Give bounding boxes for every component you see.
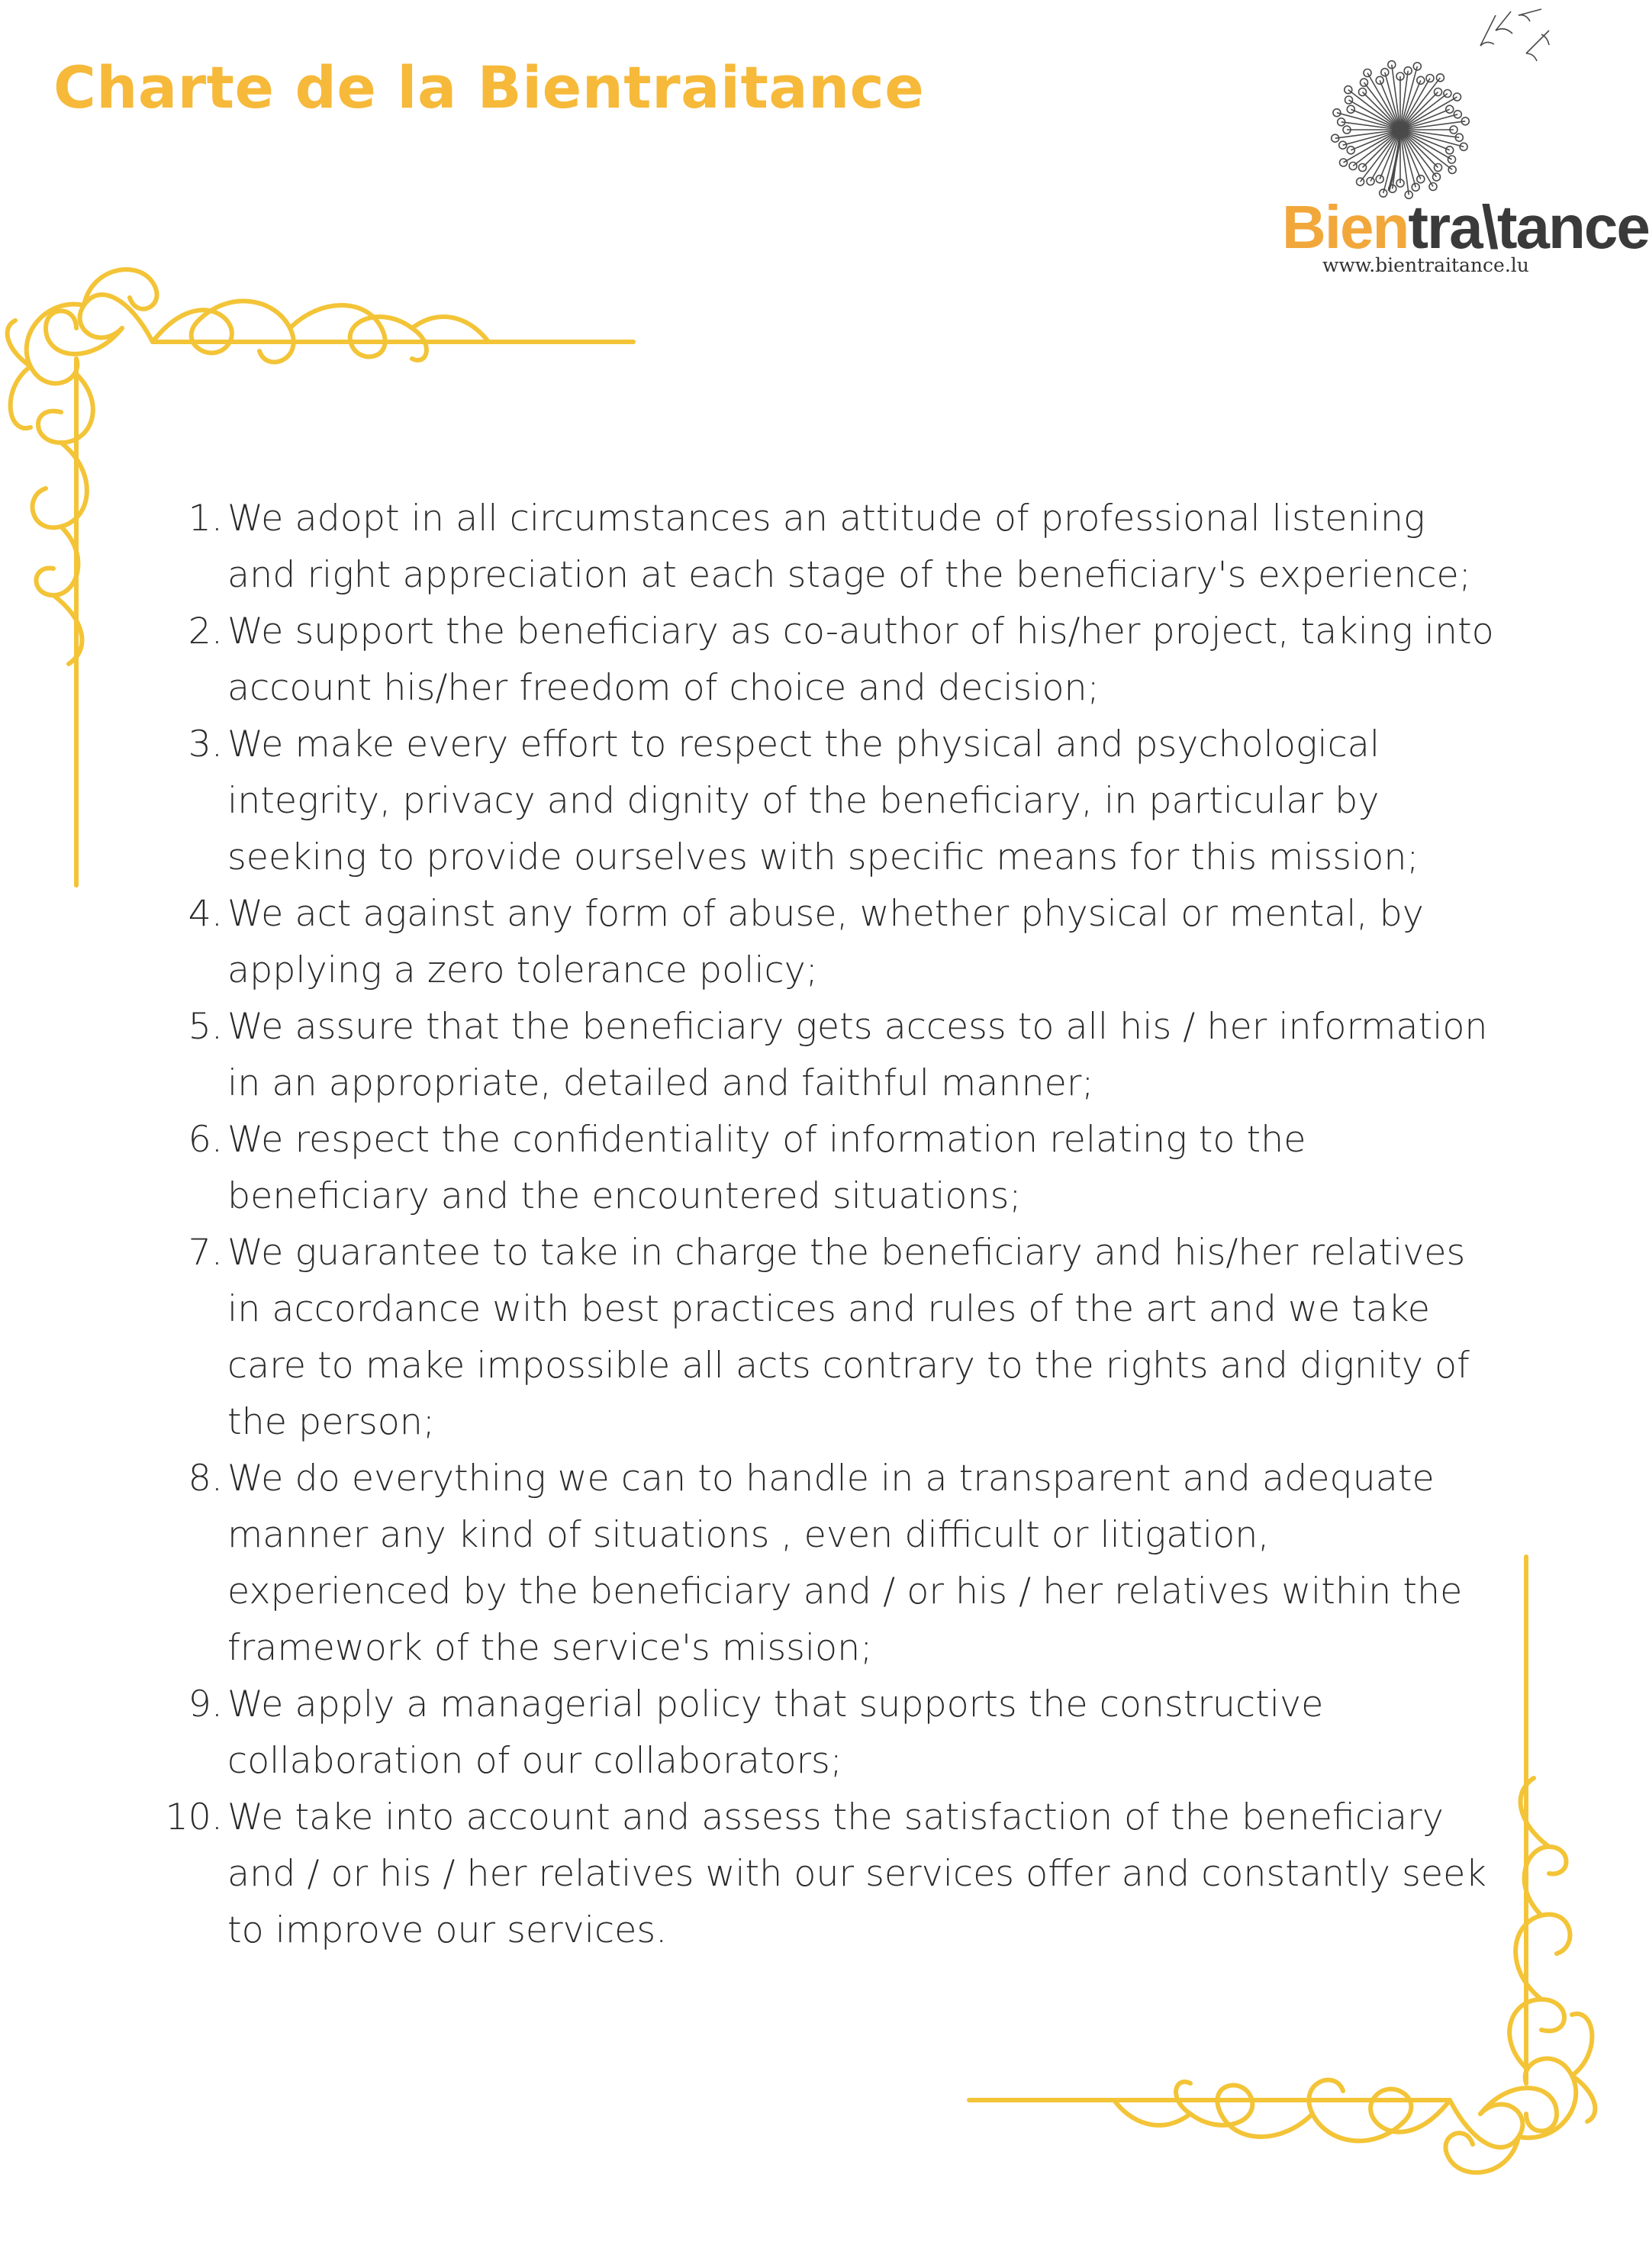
logo-word-part1: Bien: [1282, 193, 1409, 261]
item-number: 2.: [188, 610, 223, 652]
list-item: [160, 1790, 1503, 1959]
logo-url: www.bientraitance.lu: [1322, 254, 1529, 276]
item-number: 8.: [188, 1458, 223, 1500]
logo-word-part2: tra: [1408, 193, 1482, 261]
logo-i-stroke: \: [1481, 193, 1497, 261]
item-number: 5.: [188, 1006, 223, 1048]
item-text: We act against any form of abuse, whether physical or mental, by applying a zero tolerance policy;: [227, 893, 1424, 991]
charter-list: [160, 491, 1503, 1959]
item-number: 1.: [188, 498, 223, 540]
list-item: [160, 1677, 1503, 1790]
list-item: [160, 886, 1503, 999]
item-number: 7.: [188, 1232, 223, 1274]
item-text: We assure that the beneficiary gets access to all his / her information in an appropriate, detailed and faithful manner;: [227, 1006, 1488, 1104]
list-item: [160, 491, 1503, 604]
item-number: 9.: [188, 1683, 223, 1725]
item-text: We do everything we can to handle in a transparent and adequate manner any kind of situations , even difficult or litigation, experienced by the beneficiary and / or his / her relatives within the framework of the service's mission;: [227, 1458, 1463, 1669]
logo-word-part3: tance: [1496, 193, 1649, 261]
item-number: 4.: [188, 893, 223, 935]
item-text: We adopt in all circumstances an attitude of professional listening and right appreciation at each stage of the beneficiary's experience;: [227, 498, 1471, 596]
item-text: We take into account and assess the satisfaction of the beneficiary and / or his / her relatives with our services offer and constantly seek to improve our services.: [227, 1796, 1486, 1951]
page-title: Charte de la Bientraitance: [53, 53, 925, 121]
item-text: We support the beneficiary as co-author of his/her project, taking into account his/her freedom of choice and decision;: [227, 610, 1494, 709]
list-item: [160, 1451, 1503, 1677]
item-text: We apply a managerial policy that supports the constructive collaboration of our collaborators;: [227, 1683, 1324, 1782]
list-item: [160, 1225, 1503, 1451]
list-item: [160, 604, 1503, 717]
list-item: [160, 999, 1503, 1112]
list-item: [160, 717, 1503, 886]
item-text: We respect the confidentiality of information relating to the beneficiary and the encountered situations;: [227, 1119, 1306, 1217]
item-text: We guarantee to take in charge the beneficiary and his/her relatives in accordance with best practices and rules of the art and we take care to make impossible all acts contrary to the rights and dignity of the person;: [227, 1232, 1470, 1443]
item-number: 10.: [165, 1796, 223, 1838]
logo-wordmark: [1282, 193, 1649, 261]
item-number: 3.: [188, 723, 223, 765]
item-number: 6.: [188, 1119, 223, 1161]
list-item: [160, 1112, 1503, 1225]
item-text: We make every effort to respect the physical and psychological integrity, privacy and dignity of the beneficiary, in particular by seeking to provide ourselves with specific means for this mission;: [227, 723, 1419, 878]
